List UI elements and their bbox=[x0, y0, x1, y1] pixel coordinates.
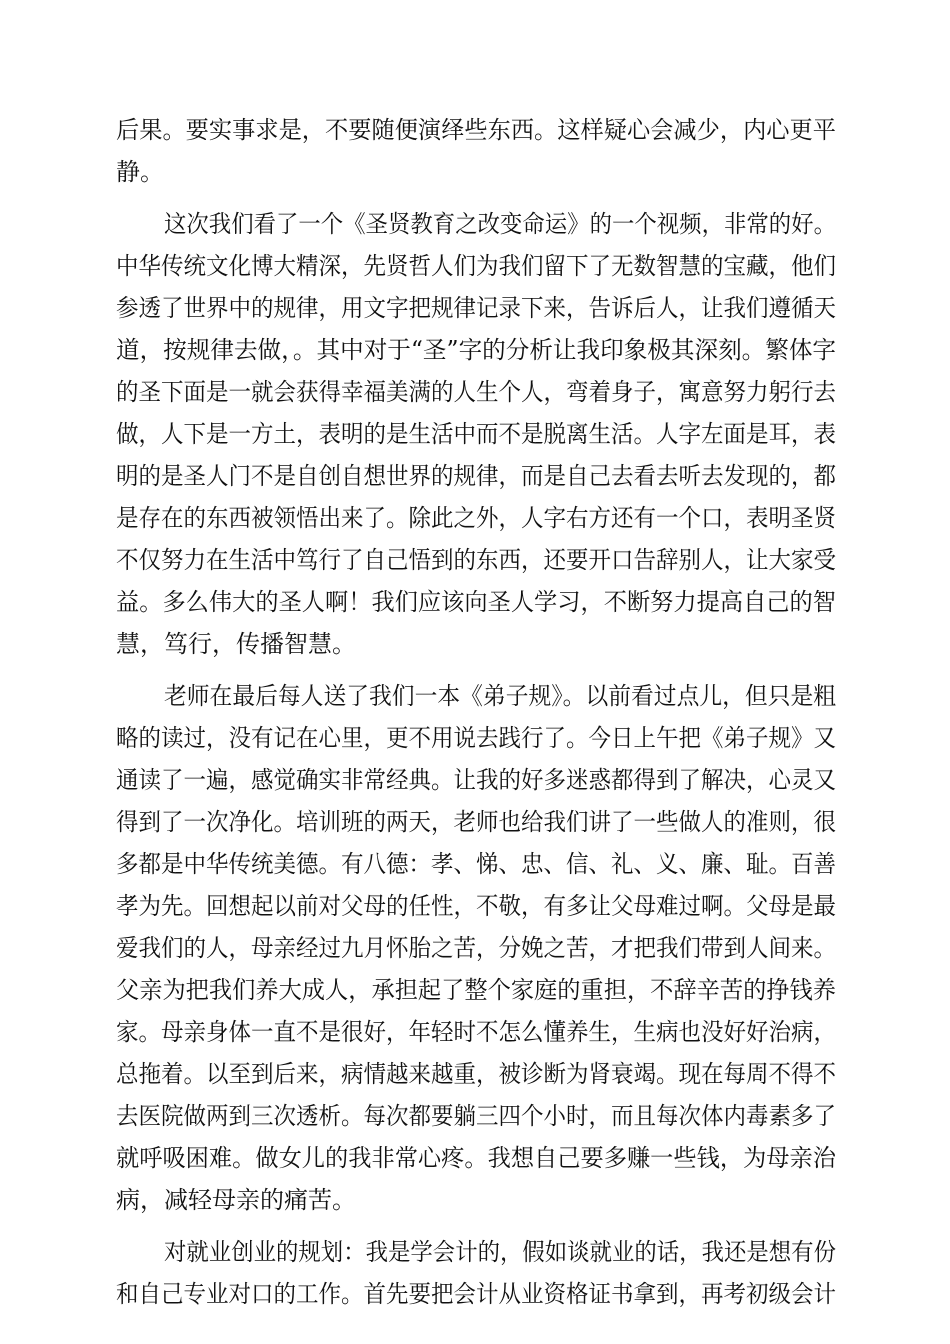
text-line bbox=[0, 884, 950, 928]
text-line-content: 多都是中华传统美德。有八德：孝、悌、忠、信、礼、义、廉、耻。百善 bbox=[116, 850, 836, 878]
text-line-content: 对就业创业的规划：我是学会计的，假如谈就业的话，我还是想有份 bbox=[164, 1238, 836, 1266]
text-line bbox=[0, 968, 950, 1012]
text-line bbox=[0, 538, 950, 582]
text-line bbox=[0, 1178, 950, 1222]
text-line-content: 和自己专业对口的工作。首先要把会计从业资格证书拿到，再考初级会计 bbox=[116, 1280, 836, 1308]
text-line bbox=[0, 622, 950, 666]
text-line-content: 病，减轻母亲的痛苦。 bbox=[116, 1186, 356, 1214]
text-line bbox=[0, 412, 950, 456]
text-line-content: 的圣下面是一就会获得幸福美满的人生个人，弯着身子，寓意努力躬行去 bbox=[116, 378, 836, 406]
text-line bbox=[0, 1136, 950, 1180]
text-line-content: 中华传统文化博大精深，先贤哲人们为我们留下了无数智慧的宝藏，他们 bbox=[116, 252, 836, 280]
text-line bbox=[0, 286, 950, 330]
text-line bbox=[0, 454, 950, 498]
text-line-content: 慧，笃行，传播智慧。 bbox=[116, 630, 356, 658]
text-line-content: 总拖着。以至到后来，病情越来越重，被诊断为肾衰竭。现在每周不得不 bbox=[116, 1060, 836, 1088]
text-line-content: 参透了世界中的规律，用文字把规律记录下来，告诉后人，让我们遵循天 bbox=[116, 294, 836, 322]
text-line-content: 老师在最后每人送了我们一本《弟子规》。以前看过点儿，但只是粗 bbox=[164, 682, 837, 710]
text-line-content: 益。多么伟大的圣人啊！我们应该向圣人学习，不断努力提高自己的智 bbox=[116, 588, 836, 616]
text-line bbox=[0, 370, 950, 414]
text-line bbox=[0, 926, 950, 970]
text-line-content: 后果。要实事求是，不要随便演绎些东西。这样疑心会减少，内心更平 bbox=[116, 116, 836, 144]
text-line-content: 去医院做两到三次透析。每次都要躺三四个小时，而且每次体内毒素多了 bbox=[116, 1102, 836, 1130]
text-line-content: 孝为先。回想起以前对父母的任性，不敬，有多让父母难过啊。父母是最 bbox=[116, 892, 836, 920]
text-line-content: 静。 bbox=[116, 158, 164, 186]
text-line bbox=[0, 580, 950, 624]
text-line bbox=[0, 1230, 950, 1274]
text-line-content: 略的读过，没有记在心里，更不用说去践行了。今日上午把《弟子规》又 bbox=[116, 724, 836, 752]
text-line-content: 家。母亲身体一直不是很好，年轻时不怎么懂养生，生病也没好好治病， bbox=[116, 1018, 836, 1046]
text-line-content: 父亲为把我们养大成人，承担起了整个家庭的重担，不辞辛苦的挣钱养 bbox=[116, 976, 836, 1004]
text-line bbox=[0, 1010, 950, 1054]
text-line bbox=[0, 108, 950, 152]
text-line bbox=[0, 496, 950, 540]
text-line bbox=[0, 716, 950, 760]
text-line-content: 就呼吸困难。做女儿的我非常心疼。我想自己要多赚一些钱，为母亲治 bbox=[116, 1144, 836, 1172]
text-line-content: 明的是圣人门不是自创自想世界的规律，而是自己去看去听去发现的，都 bbox=[116, 462, 836, 490]
text-line bbox=[0, 842, 950, 886]
text-line bbox=[0, 1094, 950, 1138]
text-line bbox=[0, 244, 950, 288]
text-line bbox=[0, 150, 950, 194]
text-line bbox=[0, 328, 950, 372]
text-line bbox=[0, 202, 950, 246]
text-line bbox=[0, 674, 950, 718]
text-line-content: 不仅努力在生活中笃行了自己悟到的东西，还要开口告辞别人，让大家受 bbox=[116, 546, 836, 574]
text-line-content: 爱我们的人，母亲经过九月怀胎之苦，分娩之苦，才把我们带到人间来。 bbox=[116, 934, 836, 962]
text-line bbox=[0, 800, 950, 844]
text-line bbox=[0, 758, 950, 802]
text-line-content: 通读了一遍，感觉确实非常经典。让我的好多迷惑都得到了解决，心灵又 bbox=[116, 766, 836, 794]
text-line-content: 是存在的东西被领悟出来了。除此之外，人字右方还有一个口，表明圣贤 bbox=[116, 504, 836, 532]
text-line-content: 道，按规律去做，。其中对于“圣”字的分析让我印象极其深刻。繁体字 bbox=[116, 336, 837, 364]
text-line bbox=[0, 1052, 950, 1096]
text-line-content: 这次我们看了一个《圣贤教育之改变命运》的一个视频，非常的好。 bbox=[164, 210, 836, 238]
text-line-content: 得到了一次净化。培训班的两天，老师也给我们讲了一些做人的准则，很 bbox=[116, 808, 836, 836]
text-line bbox=[0, 1272, 950, 1316]
text-line-content: 做，人下是一方土，表明的是生活中而不是脱离生活。人字左面是耳，表 bbox=[116, 420, 836, 448]
